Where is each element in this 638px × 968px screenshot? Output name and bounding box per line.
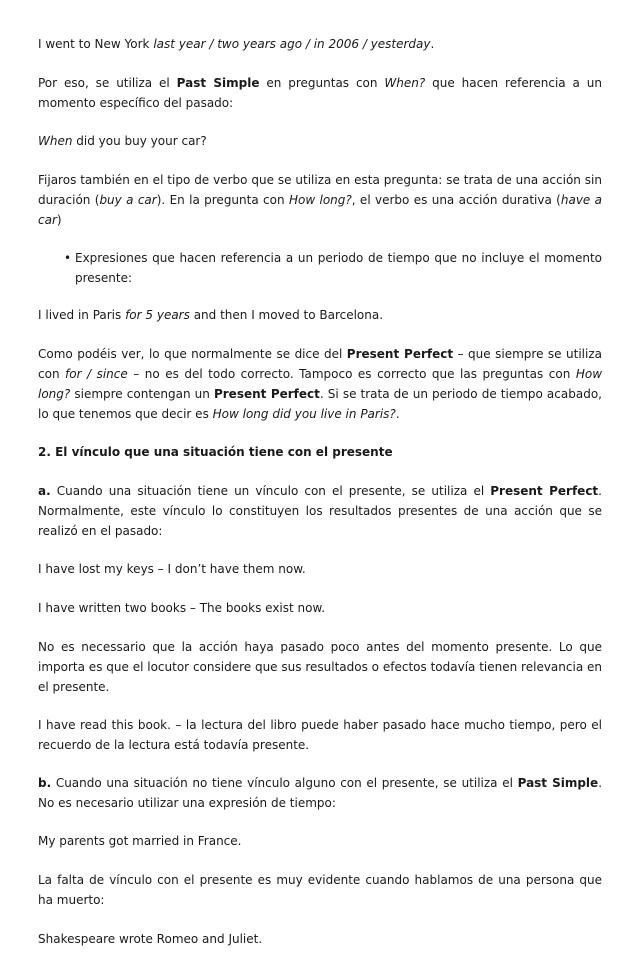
italic-how-long: How long? — [38, 367, 603, 401]
bullet-text: Expresiones que hacen referencia a un periodo de tiempo que no incluye el momento presente: — [75, 251, 602, 285]
paragraph-read-book-example: I have read this book. – la lectura del libro puede haber pasado hace mucho tiempo, pero el recuerdo de la lectura está todavía presente. — [38, 718, 602, 752]
italic-when: When? — [384, 76, 426, 90]
text-run: I went to New York — [38, 37, 154, 51]
bold-label-b: b. — [38, 776, 52, 790]
paragraph-parents-example: My parents got married in France. — [38, 834, 242, 848]
paragraph-keys-example: I have lost my keys – I don’t have them now. — [38, 562, 306, 576]
paragraph-past-simple-when — [38, 73, 602, 113]
text-run: . Si se trata de un periodo de tiempo acabado, lo que tenemos que decir es — [38, 387, 602, 421]
paragraph-books-example: I have written two books – The books exist now. — [38, 601, 326, 615]
italic-when: When — [38, 134, 73, 148]
paragraph-present-perfect-note — [38, 344, 602, 424]
text-run: siempre contengan un — [70, 387, 214, 401]
paragraph-verb-type — [38, 170, 602, 230]
bold-term-past-simple: Past Simple — [517, 776, 599, 790]
paragraph-new-york-example — [38, 34, 602, 54]
text-run: Por eso, se utiliza el — [38, 76, 177, 90]
text-run: Cuando una situación tiene un vínculo con el presente, se utiliza el — [50, 484, 491, 498]
text-run: . — [430, 37, 435, 51]
text-run: I lived in Paris — [38, 308, 126, 322]
text-run: . Normalmente, este vínculo lo constituyen los resultados presentes de una acción que se realizó en el pasado: — [38, 484, 602, 538]
text-run: . — [395, 407, 400, 421]
paragraph-when-example — [38, 131, 602, 151]
text-run: did you buy your car? — [72, 134, 207, 148]
document-page — [38, 34, 602, 968]
paragraph-paris-example — [38, 305, 602, 325]
section-heading — [38, 442, 602, 462]
paragraph-no-link-with-present — [38, 773, 602, 813]
text-run: ) — [56, 213, 62, 227]
text-run: que hacen referencia a un momento específico del pasado: — [38, 76, 602, 110]
bullet-icon: • — [64, 251, 72, 265]
italic-time-expressions: last year / two years ago / in 2006 / yesterday — [153, 37, 431, 51]
text-run: . No es necesario utilizar una expresión de tiempo: — [38, 776, 603, 810]
text-run: ). En la pregunta con — [156, 193, 289, 207]
text-run: – no es del todo correcto. Tampoco es correcto que las preguntas con — [127, 367, 576, 381]
italic-buy-a-car: buy a car — [99, 193, 157, 207]
bold-term-present-perfect: Present Perfect — [213, 387, 320, 401]
text-run: Fijaros también en el tipo de verbo que se utiliza en esta pregunta: se trata de una acción sin duración ( — [38, 173, 602, 207]
bold-term-present-perfect: Present Perfect — [346, 347, 454, 361]
text-run: , el verbo es una acción durativa ( — [351, 193, 561, 207]
paragraph-relevance-note: No es necessario que la acción haya pasado poco antes del momento presente. Lo que importa es que el locutor considere que sus resultados o efectos todavía tienen relevancia en el presente. — [38, 640, 602, 694]
paragraph-dead-person-note: La falta de vínculo con el presente es muy evidente cuando hablamos de una persona que ha muerto: — [38, 873, 602, 907]
bullet-item — [38, 248, 602, 288]
text-run: and then I moved to Barcelona. — [189, 308, 384, 322]
italic-how-long: How long? — [288, 193, 352, 207]
text-run: – que siempre se utiliza con — [38, 347, 602, 381]
italic-for-since: for / since — [65, 367, 128, 381]
bold-label-a: a. — [38, 484, 51, 498]
text-run: Cuando una situación no tiene vínculo alguno con el presente, se utiliza el — [51, 776, 518, 790]
italic-for-5-years: for 5 years — [125, 308, 190, 322]
bold-term-present-perfect: Present Perfect — [490, 484, 599, 498]
heading-text: 2. El vínculo que una situación tiene con el presente — [38, 445, 393, 459]
italic-how-long-paris: How long did you live in Paris? — [212, 407, 396, 421]
text-run: Como podéis ver, lo que normalmente se dice del — [38, 347, 347, 361]
italic-have-a-car: have a car — [38, 193, 603, 227]
bold-term-past-simple: Past Simple — [176, 76, 260, 90]
paragraph-link-with-present — [38, 481, 602, 541]
paragraph-shakespeare-example: Shakespeare wrote Romeo and Juliet. — [38, 932, 263, 946]
text-run: en preguntas con — [259, 76, 385, 90]
